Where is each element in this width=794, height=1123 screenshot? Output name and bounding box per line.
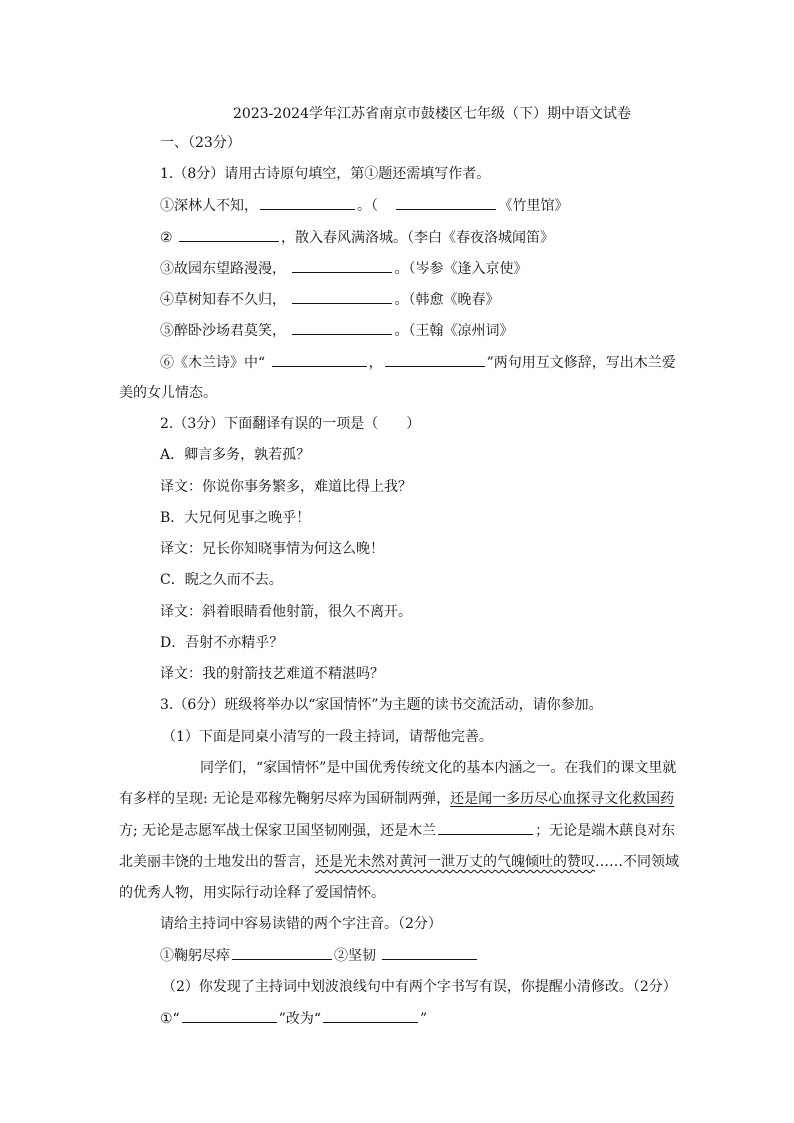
fill-blank[interactable] [272, 352, 367, 367]
option-c[interactable]: C．睨之久而不去。 [160, 572, 283, 588]
q1-item-2-text-b: ，散入春风满洛城。（李白《春夜洛城闻笛》 [281, 230, 555, 246]
q1-item-1-text-c: 《竹里馆》 [498, 198, 569, 214]
q3-pinyin-items [160, 945, 479, 966]
correction-text-b: ”改为“ [278, 1011, 322, 1027]
q1-item-6-text-c: ”两句用互文修辞，写出木兰爱 [486, 355, 676, 371]
q3-pinyin-prompt: 请给主持词中容易读错的两个字注音。（2分） [160, 916, 442, 932]
passage-text: 北美丽丰饶的土地发出的誓言， [119, 854, 315, 870]
q1-item-5 [160, 320, 513, 341]
section-heading: 一、（23分） [160, 135, 241, 151]
q1-item-6-text-a: ⑥《木兰诗》中“ [160, 355, 266, 371]
passage-line-1: 同学们，“家国情怀”是中国优秀传统文化的基本内涵之一。在我们的课文里就 [200, 760, 677, 776]
passage-text: ……不同领域 [595, 854, 679, 870]
fill-blank[interactable] [292, 289, 392, 304]
pinyin-blank[interactable] [232, 945, 332, 960]
q1-item-3-text-a: ③故园东望路漫漫， [160, 261, 286, 277]
q3-sub-2: （2）你发现了主持词中划波浪线句中有两个字书写有误，你提醒小清修改。（2分） [162, 979, 677, 995]
q1-item-3 [160, 258, 527, 279]
underlined-sentence: 还是闻一多历尽心血探寻文化救国药 [450, 791, 675, 807]
passage-line-2 [119, 789, 674, 809]
pinyin-word-2: ②坚韧 [334, 948, 376, 964]
q1-item-1-text-b: 。（ [357, 198, 378, 214]
passage-text: 方; 无论是志愿军战士保家卫国坚韧刚强，还是木兰 [119, 823, 437, 839]
passage-text: 有多样的呈现: 无论是邓稼先鞠躬尽瘁为国研制两弹， [119, 791, 451, 807]
option-a-translation: 译文：你说你事务繁多，难道比得上我？ [160, 479, 412, 495]
q1-item-4-text-b: 。（韩愈《晚春》 [394, 292, 500, 308]
fill-blank[interactable] [385, 352, 485, 367]
question-1-stem: 1.（8分）请用古诗原句填空，第①题还需填写作者。 [160, 166, 491, 182]
option-b[interactable]: B．大兄何见事之晚乎！ [160, 510, 311, 526]
correct-char-blank[interactable] [323, 1008, 418, 1023]
wrong-char-blank[interactable] [182, 1008, 277, 1023]
option-d-translation: 译文：我的射箭技艺难道不精湛吗？ [160, 666, 384, 682]
exam-title: 2023-2024学年江苏省南京市鼓楼区七年级（下）期中语文试卷 [233, 106, 631, 122]
option-b-translation: 译文：兄长你知晓事情为何这么晚！ [160, 541, 384, 557]
q1-item-5-text-a: ⑤醉卧沙场君莫笑， [160, 323, 286, 339]
q1-item-1 [160, 195, 568, 216]
fill-blank[interactable] [292, 320, 392, 335]
question-3-stem: 3.（6分）班级将举办以“家国情怀”为主题的读书交流活动，请你参加。 [160, 697, 603, 713]
q3-sub-1: （1）下面是同桌小清写的一段主持词，请帮他完善。 [162, 729, 493, 745]
pinyin-word-1: ①鞠躬尽瘁 [160, 948, 230, 964]
q1-item-5-text-b: 。（王翰《凉州词》 [394, 323, 514, 339]
passage-line-3 [119, 820, 675, 841]
q1-item-3-text-b: 。（岑参《逢入京使》 [394, 261, 528, 277]
correction-text-c: ” [420, 1011, 428, 1027]
fill-blank[interactable] [292, 258, 392, 273]
fill-blank[interactable] [260, 195, 355, 210]
q1-item-6-cont: 美的女儿情态。 [119, 385, 217, 401]
wavy-underlined-sentence: 还是光未然对黄河一泄万丈的气魄倾吐的赞叹 [315, 854, 595, 870]
passage-line-4 [119, 852, 679, 872]
q1-item-2-text-a: ② [160, 230, 173, 246]
question-2-stem: 2.（3分）下面翻译有误的一项是（ ） [160, 416, 421, 432]
q1-item-4-text-a: ④草树知春不久归， [160, 292, 286, 308]
q1-item-6-text-b: ， [368, 355, 383, 371]
passage-line-5: 的优秀人物，用实际行动诠释了爱国情怀。 [119, 885, 385, 901]
option-d[interactable]: D．吾射不亦精乎？ [160, 635, 284, 651]
option-a[interactable]: A．卿言多务，孰若孤？ [160, 447, 311, 463]
q1-item-4 [160, 289, 499, 310]
option-c-translation: 译文：斜着眼睛看他射箭，很久不离开。 [160, 604, 412, 620]
q1-item-2 [160, 227, 554, 248]
author-blank[interactable] [396, 195, 496, 210]
fill-blank[interactable] [438, 820, 533, 835]
q1-item-1-text-a: ①深林人不知， [160, 198, 258, 214]
fill-blank[interactable] [179, 227, 279, 242]
q3-correction [160, 1008, 427, 1029]
q1-item-6 [160, 352, 676, 373]
pinyin-blank[interactable] [382, 945, 477, 960]
passage-text: ；无论是端木蕻良对东 [535, 823, 676, 839]
correction-text-a: ①“ [160, 1011, 180, 1027]
